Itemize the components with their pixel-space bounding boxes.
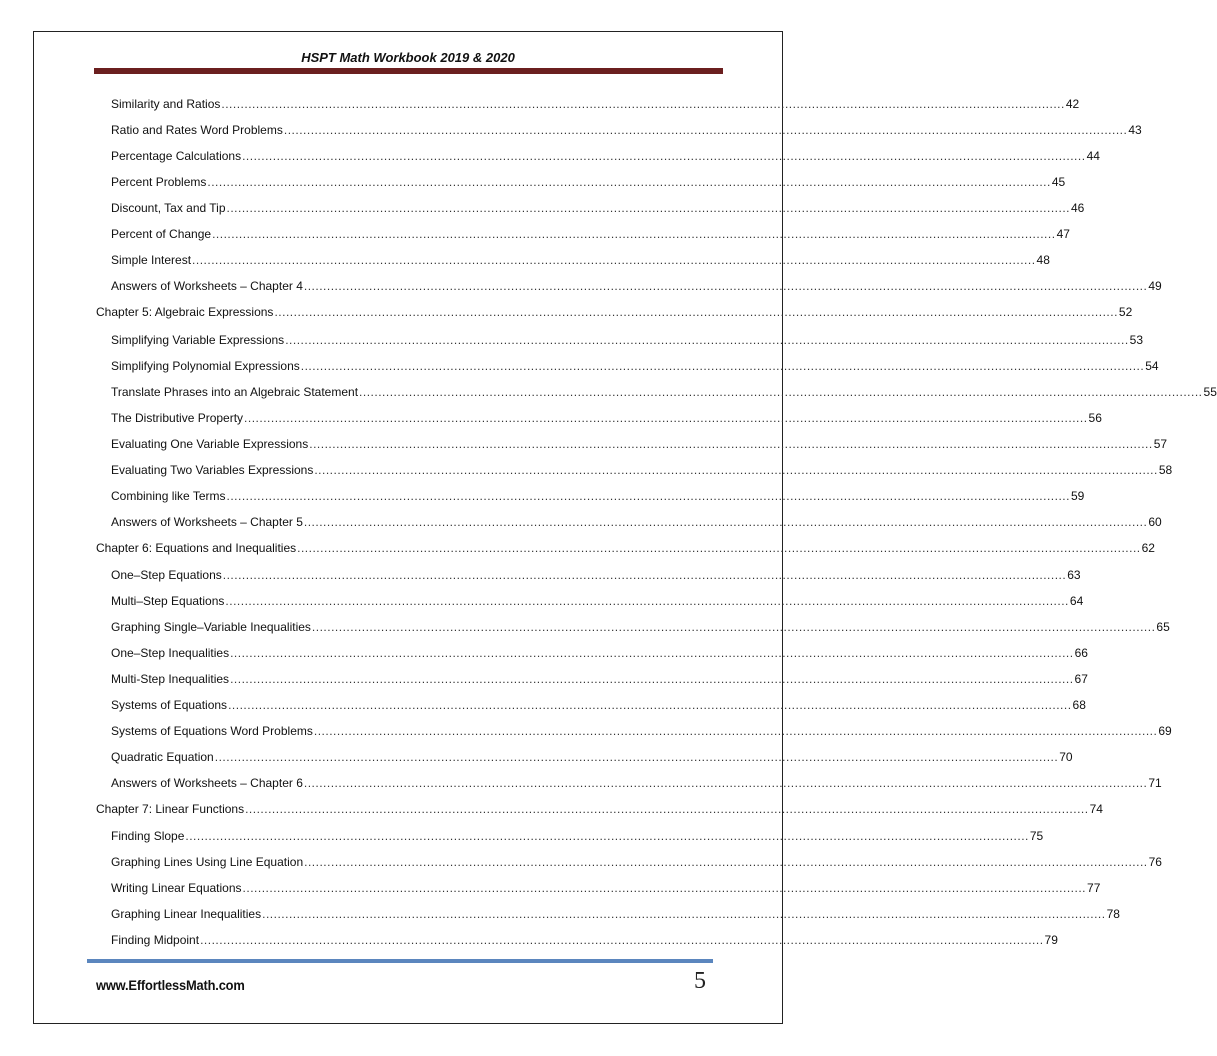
toc-dot-leader: ............................................................................................................................................................................................................................	[309, 437, 1153, 451]
toc-dot-leader: ............................................................................................................................................................................................................................	[226, 489, 1070, 503]
toc-entry[interactable]	[111, 645, 1088, 661]
toc-dot-leader: ............................................................................................................................................................................................................................	[222, 568, 1067, 582]
toc-dot-leader: ............................................................................................................................................................................................................................	[304, 855, 1148, 869]
toc-entry-page: 59	[1070, 489, 1085, 503]
toc-dot-leader: ............................................................................................................................................................................................................................	[303, 776, 1148, 790]
toc-dot-leader: ............................................................................................................................................................................................................................	[214, 750, 1059, 764]
toc-entry-page: 65	[1156, 620, 1170, 634]
toc-entry-page: 69	[1158, 724, 1172, 738]
toc-entry-title: Percent of Change	[111, 227, 212, 241]
toc-entry-page: 78	[1106, 907, 1120, 921]
toc-entry[interactable]	[111, 697, 1086, 713]
toc-entry[interactable]	[111, 436, 1168, 452]
toc-entry-page: 52	[1118, 305, 1133, 319]
toc-entry-page: 76	[1148, 855, 1162, 869]
toc-dot-leader: ............................................................................................................................................................................................................................	[192, 253, 1036, 267]
toc-entry-title: Writing Linear Equations	[111, 881, 242, 895]
toc-dot-leader: ............................................................................................................................................................................................................................	[303, 515, 1148, 529]
toc-entry[interactable]	[111, 749, 1073, 765]
toc-entry[interactable]	[111, 148, 1100, 164]
toc-entry-title: Chapter 6: Equations and Inequalities	[96, 541, 297, 555]
toc-entry-title: Simple Interest	[111, 253, 192, 267]
toc-entry-title: Answers of Worksheets – Chapter 6	[111, 776, 303, 790]
toc-dot-leader: ............................................................................................................................................................................................................................	[285, 333, 1129, 347]
toc-entry-title: Percentage Calculations	[111, 149, 242, 163]
toc-entry[interactable]	[111, 514, 1162, 530]
toc-entry-title: Quadratic Equation	[111, 750, 214, 764]
toc-dot-leader: ............................................................................................................................................................................................................................	[226, 201, 1070, 215]
toc-entry[interactable]	[111, 593, 1084, 609]
toc-entry-page: 66	[1074, 646, 1088, 660]
toc-entry-title: The Distributive Property	[111, 411, 244, 425]
toc-entry-title: Finding Slope	[111, 829, 185, 843]
toc-entry-title: Multi–Step Equations	[111, 594, 225, 608]
toc-chapter-entry[interactable]	[96, 801, 1103, 817]
toc-entry-title: Simplifying Variable Expressions	[111, 333, 285, 347]
toc-entry[interactable]	[111, 278, 1162, 294]
toc-entry[interactable]	[111, 906, 1120, 922]
toc-entry-page: 62	[1141, 541, 1155, 555]
toc-entry[interactable]	[111, 358, 1159, 374]
toc-entry[interactable]	[111, 567, 1081, 583]
toc-entry-page: 45	[1051, 175, 1066, 189]
toc-chapter-entry[interactable]	[96, 304, 1133, 320]
toc-entry[interactable]	[111, 932, 1058, 948]
toc-entry-title: Translate Phrases into an Algebraic Statement	[111, 385, 359, 399]
toc-entry[interactable]	[111, 828, 1044, 844]
toc-entry[interactable]	[111, 462, 1173, 478]
toc-entry[interactable]	[111, 384, 1217, 400]
toc-dot-leader: ............................................................................................................................................................................................................................	[230, 646, 1074, 660]
toc-entry-page: 64	[1069, 594, 1084, 608]
toc-entry[interactable]	[111, 671, 1088, 687]
toc-entry-page: 49	[1148, 279, 1162, 293]
toc-entry-page: 67	[1074, 672, 1088, 686]
toc-entry-page: 57	[1153, 437, 1168, 451]
toc-entry-title: One–Step Equations	[111, 568, 222, 582]
toc-entry-page: 42	[1065, 97, 1080, 111]
toc-entry-title: Evaluating One Variable Expressions	[111, 437, 309, 451]
toc-entry-page: 55	[1203, 385, 1217, 399]
toc-dot-leader: ............................................................................................................................................................................................................................	[314, 463, 1158, 477]
toc-entry-title: Systems of Equations	[111, 698, 228, 712]
toc-entry-title: Chapter 7: Linear Functions	[96, 802, 245, 816]
toc-dot-leader: ............................................................................................................................................................................................................................	[245, 802, 1089, 816]
toc-entry-title: Graphing Linear Inequalities	[111, 907, 262, 921]
toc-entry-title: Simplifying Polynomial Expressions	[111, 359, 300, 373]
toc-entry-page: 71	[1148, 776, 1162, 790]
toc-entry-page: 58	[1158, 463, 1173, 477]
toc-entry-title: Discount, Tax and Tip	[111, 201, 226, 215]
toc-entry-title: Answers of Worksheets – Chapter 5	[111, 515, 303, 529]
toc-entry-title: Systems of Equations Word Problems	[111, 724, 313, 738]
toc-dot-leader: ............................................................................................................................................................................................................................	[225, 594, 1069, 608]
toc-dot-leader: ............................................................................................................................................................................................................................	[221, 97, 1065, 111]
toc-entry-title: Similarity and Ratios	[111, 97, 221, 111]
toc-dot-leader: ............................................................................................................................................................................................................................	[212, 227, 1056, 241]
toc-entry[interactable]	[111, 775, 1162, 791]
toc-entry[interactable]	[111, 332, 1144, 348]
toc-dot-leader: ............................................................................................................................................................................................................................	[300, 359, 1145, 373]
toc-dot-leader: ............................................................................................................................................................................................................................	[207, 175, 1051, 189]
toc-entry[interactable]	[111, 226, 1070, 242]
toc-entry-page: 47	[1056, 227, 1070, 241]
toc-dot-leader: ............................................................................................................................................................................................................................	[242, 881, 1087, 895]
toc-entry-title: Graphing Single–Variable Inequalities	[111, 620, 311, 634]
toc-entry[interactable]	[111, 200, 1085, 216]
toc-entry-page: 75	[1029, 829, 1044, 843]
toc-entry-page: 46	[1071, 201, 1085, 215]
toc-entry-page: 54	[1145, 359, 1159, 373]
toc-entry[interactable]	[111, 488, 1085, 504]
toc-entry-page: 48	[1036, 253, 1050, 267]
toc-dot-leader: ............................................................................................................................................................................................................................	[228, 698, 1072, 712]
toc-entry-title: Evaluating Two Variables Expressions	[111, 463, 314, 477]
toc-entry-page: 79	[1044, 933, 1058, 947]
toc-entry-page: 44	[1086, 149, 1100, 163]
toc-entry[interactable]	[111, 854, 1162, 870]
toc-entry-title: Ratio and Rates Word Problems	[111, 123, 283, 137]
footer-website[interactable]: www.EffortlessMath.com	[96, 977, 245, 993]
toc-entry-title: Multi-Step Inequalities	[111, 672, 230, 686]
toc-entry-title: One–Step Inequalities	[111, 646, 230, 660]
toc-entry[interactable]	[111, 619, 1170, 635]
toc-dot-leader: ............................................................................................................................................................................................................................	[200, 933, 1044, 947]
toc-entry[interactable]	[111, 723, 1172, 739]
toc-dot-leader: ............................................................................................................................................................................................................................	[230, 672, 1074, 686]
toc-entry[interactable]	[111, 96, 1080, 112]
toc-entry[interactable]	[111, 880, 1101, 896]
toc-entry-page: 53	[1129, 333, 1144, 347]
toc-entry-title: Chapter 5: Algebraic Expressions	[96, 305, 274, 319]
toc-entry-page: 60	[1148, 515, 1162, 529]
toc-entry-page: 74	[1089, 802, 1103, 816]
toc-dot-leader: ............................................................................................................................................................................................................................	[303, 279, 1148, 293]
toc-entry-page: 77	[1087, 881, 1101, 895]
toc-dot-leader: ............................................................................................................................................................................................................................	[274, 305, 1118, 319]
toc-dot-leader: ............................................................................................................................................................................................................................	[283, 123, 1128, 137]
toc-entry[interactable]	[111, 174, 1066, 190]
toc-entry-title: Graphing Lines Using Line Equation	[111, 855, 304, 869]
toc-entry-page: 70	[1059, 750, 1073, 764]
toc-dot-leader: ............................................................................................................................................................................................................................	[313, 724, 1158, 738]
toc-chapter-entry[interactable]	[96, 540, 1155, 556]
toc-entry-title: Finding Midpoint	[111, 933, 200, 947]
toc-entry[interactable]	[111, 122, 1142, 138]
toc-dot-leader: ............................................................................................................................................................................................................................	[262, 907, 1106, 921]
toc-dot-leader: ............................................................................................................................................................................................................................	[185, 829, 1029, 843]
toc-entry-page: 43	[1128, 123, 1142, 137]
toc-entry-title: Answers of Worksheets – Chapter 4	[111, 279, 303, 293]
toc-entry-page: 56	[1088, 411, 1102, 425]
toc-dot-leader: ............................................................................................................................................................................................................................	[242, 149, 1086, 163]
toc-entry[interactable]	[111, 252, 1050, 268]
toc-entry-title: Combining like Terms	[111, 489, 226, 503]
toc-dot-leader: ............................................................................................................................................................................................................................	[244, 411, 1088, 425]
footer-rule	[87, 959, 713, 963]
toc-entry[interactable]	[111, 410, 1102, 426]
page-number: 5	[694, 968, 706, 994]
toc-entry-title: Percent Problems	[111, 175, 207, 189]
toc-dot-leader: ............................................................................................................................................................................................................................	[311, 620, 1156, 634]
toc-dot-leader: ............................................................................................................................................................................................................................	[359, 385, 1203, 399]
toc-entry-page: 68	[1072, 698, 1086, 712]
running-header-title: HSPT Math Workbook 2019 & 2020	[301, 50, 515, 65]
toc-dot-leader: ............................................................................................................................................................................................................................	[297, 541, 1141, 555]
toc-entry-page: 63	[1067, 568, 1081, 582]
